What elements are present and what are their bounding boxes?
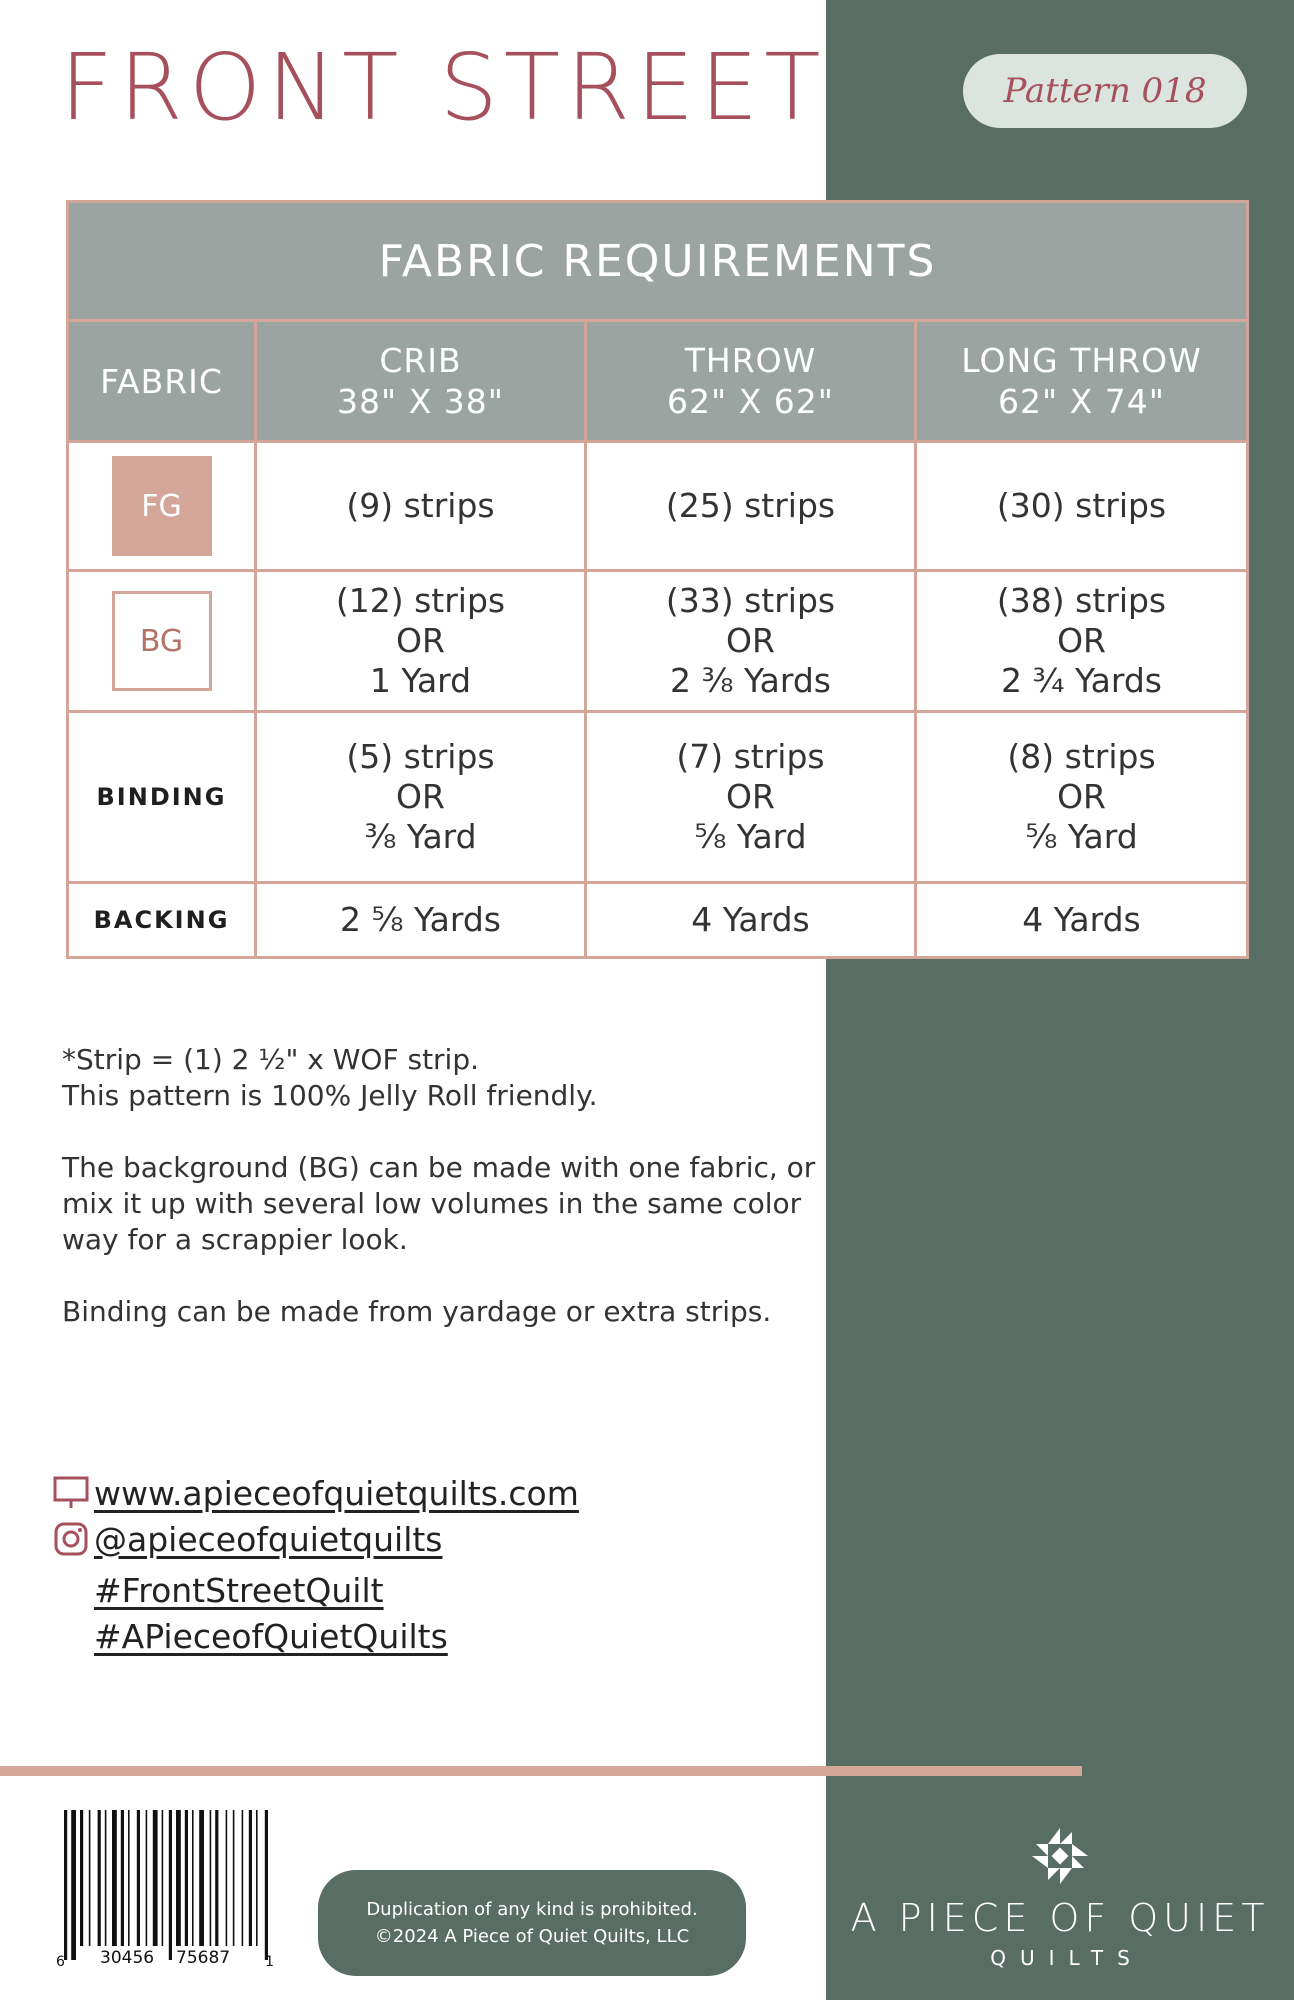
table-row (68, 442, 1248, 571)
column-header-fabric: FABRIC (68, 321, 256, 442)
bg-swatch: BG (112, 591, 212, 691)
hashtag-front-street[interactable]: #FrontStreetQuilt (94, 1571, 384, 1610)
monitor-icon (48, 1470, 94, 1516)
binding-note: Binding can be made from yardage or extra strips. (62, 1295, 772, 1328)
pattern-number-label: Pattern 018 (1003, 71, 1207, 111)
barcode-digit-right: 1 (265, 1954, 274, 1970)
divider-rule (0, 1766, 1082, 1776)
table-cell: (25) strips (586, 442, 916, 571)
barcode-bar (137, 1810, 140, 1946)
barcode-bar (112, 1810, 117, 1946)
quilt-block-logo-icon (1030, 1826, 1090, 1886)
brand-name: A PIECE OF QUIET (850, 1896, 1270, 1940)
barcode-bar (242, 1810, 244, 1946)
barcode-bar (210, 1810, 212, 1946)
table-cell: (38) strips OR 2 ¾ Yards (916, 571, 1248, 712)
page-title: FRONT STREET (60, 34, 827, 141)
table-cell: (7) strips OR ⅝ Yard (586, 712, 916, 883)
table-row (68, 571, 1248, 712)
row-label-cell (68, 571, 256, 712)
barcode-group-right: 75687 (176, 1948, 231, 1968)
fabric-requirements-table (66, 200, 1249, 959)
brand-block (826, 1826, 1294, 1970)
barcode-bar (105, 1810, 107, 1946)
barcode-group-left: 30456 (100, 1948, 155, 1968)
table-cell: 2 ⅝ Yards (256, 883, 586, 958)
column-header-crib (256, 321, 586, 442)
barcode-bar (80, 1810, 83, 1946)
website-link[interactable]: www.apieceofquietquilts.com (94, 1473, 579, 1513)
table-cell: (30) strips (916, 442, 1248, 571)
table-cell: (8) strips OR ⅝ Yard (916, 712, 1248, 883)
column-name: LONG THROW (961, 341, 1202, 380)
barcode-bar (146, 1810, 148, 1946)
duplication-notice: Duplication of any kind is prohibited. (366, 1899, 698, 1920)
table-title: FABRIC REQUIREMENTS (68, 202, 1248, 321)
barcode-bar (249, 1810, 252, 1946)
table-cell: (5) strips OR ⅜ Yard (256, 712, 586, 883)
pattern-notes (62, 1042, 822, 1366)
column-size: 62" X 74" (998, 382, 1165, 421)
strip-definition: *Strip = (1) 2 ½" x WOF strip. (62, 1043, 480, 1076)
row-label-cell (68, 442, 256, 571)
instagram-icon (48, 1516, 94, 1562)
barcode-bar (64, 1810, 67, 1960)
column-size: 38" X 38" (337, 382, 504, 421)
table-cell: (33) strips OR 2 ⅜ Yards (586, 571, 916, 712)
jelly-roll-note: This pattern is 100% Jelly Roll friendly. (62, 1079, 598, 1112)
fg-swatch: FG (112, 456, 212, 556)
barcode-bar (89, 1810, 91, 1946)
barcode-bar (199, 1810, 204, 1946)
instagram-row (48, 1516, 579, 1562)
barcode-bar (215, 1810, 218, 1946)
table-cell: (9) strips (256, 442, 586, 571)
barcode-digit-left: 6 (56, 1954, 65, 1970)
pattern-number-badge (963, 54, 1247, 128)
contact-links (48, 1470, 579, 1660)
instagram-link[interactable]: @apieceofquietquilts (94, 1519, 443, 1559)
barcode-bar (162, 1810, 164, 1946)
table-cell: 4 Yards (916, 883, 1248, 958)
row-label-binding: BINDING (68, 712, 256, 883)
barcode (50, 1810, 280, 1970)
barcode-bar (169, 1810, 172, 1960)
barcode-bar (153, 1810, 158, 1946)
barcode-bar (265, 1810, 268, 1960)
barcode-bar (176, 1810, 181, 1946)
column-size: 62" X 62" (667, 382, 834, 421)
copyright-notice: ©2024 A Piece of Quiet Quilts, LLC (374, 1926, 690, 1947)
table-cell: 4 Yards (586, 883, 916, 958)
barcode-bar (256, 1810, 258, 1946)
column-header-long-throw (916, 321, 1248, 442)
brand-subtitle: QUILTS (990, 1946, 1144, 1970)
copyright-badge (318, 1870, 746, 1976)
website-row (48, 1470, 579, 1516)
table-cell: (12) strips OR 1 Yard (256, 571, 586, 712)
barcode-bar (192, 1810, 194, 1946)
barcode-bar (98, 1810, 101, 1946)
table-row (68, 883, 1248, 958)
barcode-bar (71, 1810, 76, 1960)
barcode-bar (128, 1810, 130, 1946)
hashtag-a-piece-of-quiet[interactable]: #APieceofQuietQuilts (94, 1617, 448, 1656)
background-note: The background (BG) can be made with one fabric, or mix it up with several low volumes in the same color way for a scrappier look. (62, 1151, 816, 1256)
barcode-bar (233, 1810, 235, 1946)
table-row (68, 712, 1248, 883)
barcode-bar (121, 1810, 124, 1946)
barcode-bar (185, 1810, 188, 1946)
column-name: CRIB (379, 341, 462, 380)
barcode-bar (226, 1810, 228, 1946)
row-label-backing: BACKING (68, 883, 256, 958)
column-header-throw (586, 321, 916, 442)
column-name: THROW (684, 341, 817, 380)
